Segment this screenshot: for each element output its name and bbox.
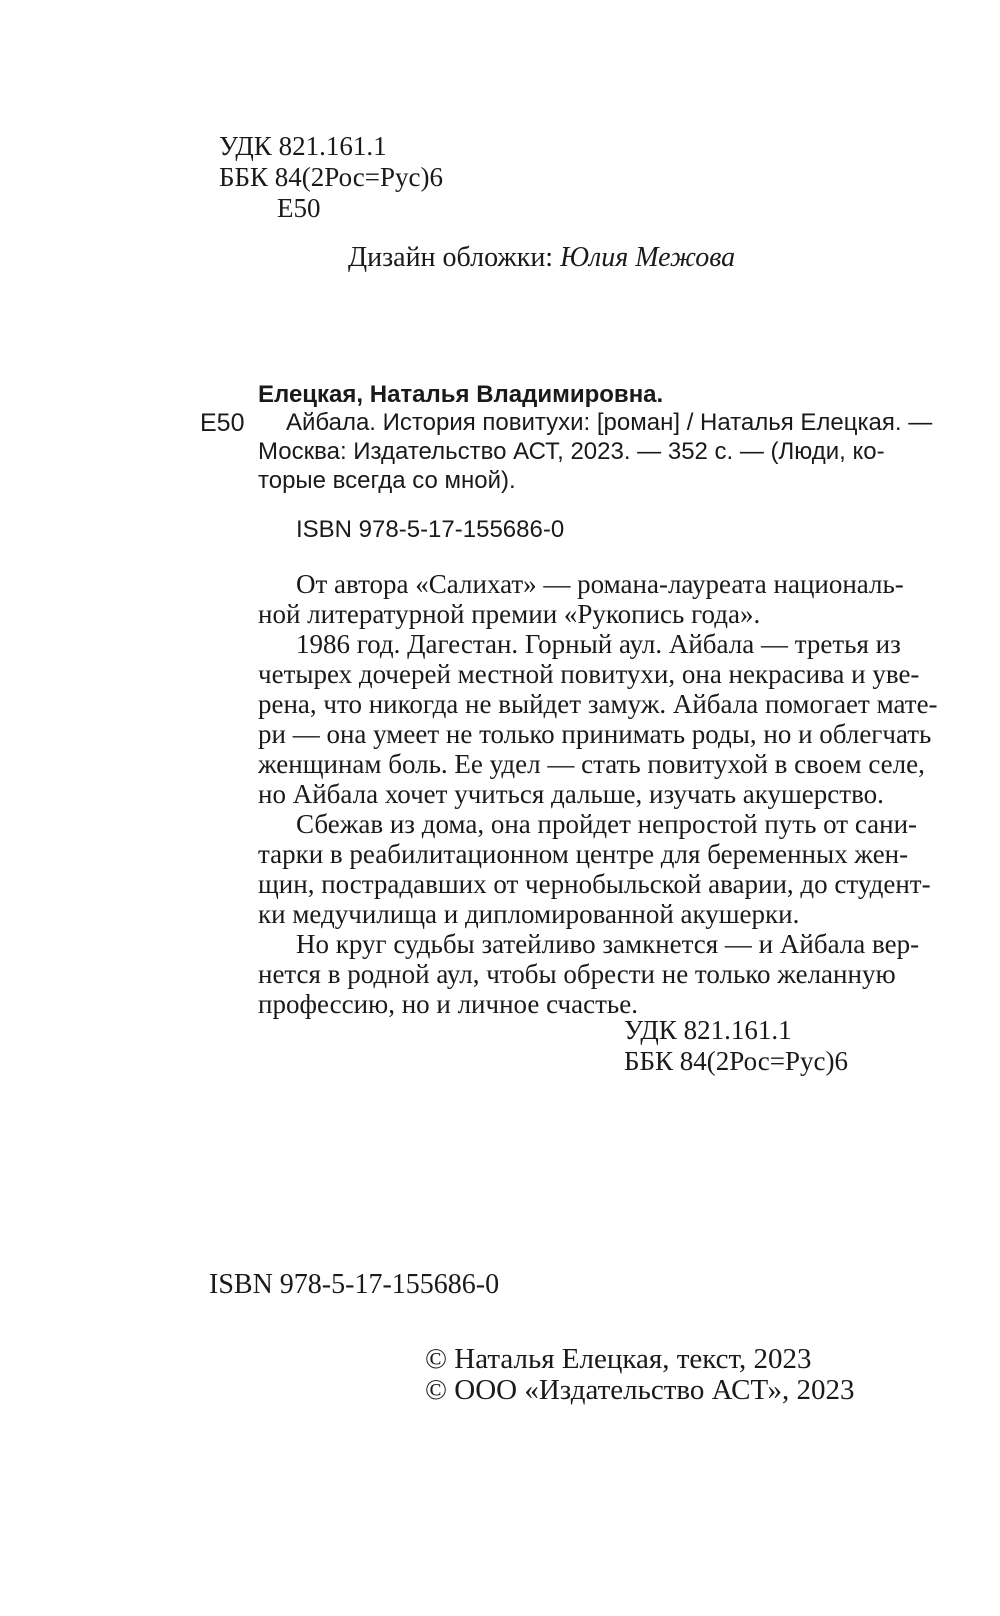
cover-design-credit bbox=[348, 243, 735, 273]
catalog-author-heading: Елецкая, Наталья Владимировна. bbox=[258, 381, 664, 408]
annotation-line: Но круг судьбы затейливо замкнется — и Айбала вер- bbox=[296, 929, 920, 959]
top-udk: УДК 821.161.1 bbox=[219, 131, 387, 161]
annotation-line: четырех дочерей местной повитухи, она некрасива и уве- bbox=[258, 659, 920, 689]
annotation-line: но Айбала хочет учиться дальше, изучать акушерство. bbox=[258, 779, 884, 809]
annotation-line: нется в родной аул, чтобы обрести не только желанную bbox=[258, 959, 896, 989]
annotation-line: 1986 год. Дагестан. Горный аул. Айбала — третья из bbox=[296, 629, 901, 659]
copyright-publisher: © ООО «Издательство АСТ», 2023 bbox=[425, 1374, 855, 1406]
card-udk: УДК 821.161.1 bbox=[624, 1015, 792, 1045]
annotation-line: щин, пострадавших от чернобыльской аварии, до студент- bbox=[258, 869, 931, 899]
catalog-isbn: ISBN 978-5-17-155686-0 bbox=[296, 516, 565, 543]
annotation-line: рена, что никогда не выйдет замуж. Айбала помогает мате- bbox=[258, 689, 938, 719]
annotation-line: ки медучилища и дипломированной акушерки. bbox=[258, 899, 800, 929]
bottom-isbn: ISBN 978-5-17-155686-0 bbox=[209, 1269, 500, 1300]
annotation-line: ной литературной премии «Рукопись года». bbox=[258, 599, 761, 629]
annotation-line: женщинам боль. Ее удел — стать повитухой в своем селе, bbox=[258, 749, 925, 779]
copyright-text: © Наталья Елецкая, текст, 2023 bbox=[425, 1343, 812, 1375]
catalog-author-mark: Е50 bbox=[200, 409, 245, 437]
catalog-description-line: Айбала. История повитухи: [роман] / Наталья Елецкая. — bbox=[286, 409, 933, 436]
annotation-line: тарки в реабилитационном центре для беременных жен- bbox=[258, 839, 909, 869]
catalog-description-line: Москва: Издательство АСТ, 2023. — 352 с. — (Люди, ко- bbox=[258, 438, 885, 465]
annotation-line: От автора «Салихат» — романа-лауреата националь- bbox=[296, 569, 904, 599]
annotation-line: Сбежав из дома, она пройдет непростой путь от сани- bbox=[296, 809, 918, 839]
annotation-line: ри — она умеет не только принимать роды, но и облегчать bbox=[258, 719, 932, 749]
cover-design-label: Дизайн обложки: bbox=[348, 242, 554, 273]
top-bbk: ББК 84(2Рос=Рус)6 bbox=[219, 162, 443, 192]
top-author-mark: Е50 bbox=[277, 193, 321, 223]
cover-designer-name: Юлия Межова bbox=[560, 242, 736, 273]
card-bbk: ББК 84(2Рос=Рус)6 bbox=[624, 1046, 848, 1076]
annotation-line: профессию, но и личное счастье. bbox=[258, 989, 638, 1019]
catalog-description-line: торые всегда со мной). bbox=[258, 467, 516, 494]
